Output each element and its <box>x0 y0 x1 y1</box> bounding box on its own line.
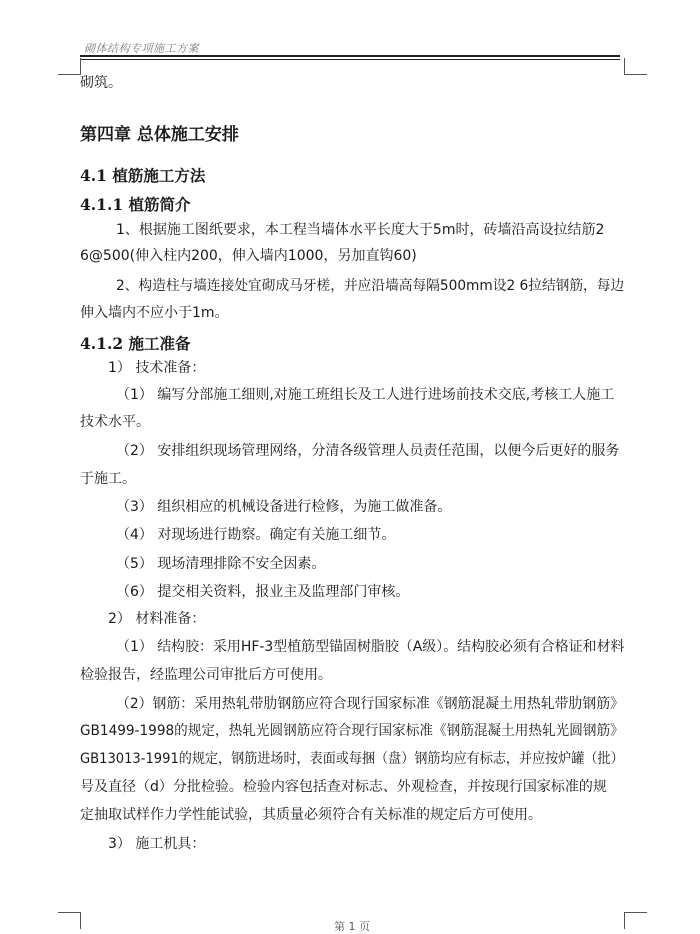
crop-mark-top-right <box>624 58 647 75</box>
technical-item-2-line-2: 于施工。 <box>80 471 136 487</box>
section-heading-4-1: 4.1 植筋施工方法 <box>80 166 206 185</box>
crop-mark-bottom-right <box>624 912 647 929</box>
technical-item-3: （3） 组织相应的机械设备进行检修，为施工做准备。 <box>116 499 452 515</box>
intro-item-2-line-2: 伸入墙内不应小于1m。 <box>80 305 229 321</box>
intro-item-1-line-2: 6@500(伸入柱内200，伸入墙内1000，另加直钩60) <box>80 248 417 264</box>
section-heading-4-1-1: 4.1.1 植筋简介 <box>80 195 191 214</box>
technical-item-1-line-1: （1） 编写分部施工细则,对施工班组长及工人进行进场前技术交底,考核工人施工 <box>116 387 615 403</box>
page-number: 第 1 页 <box>334 920 370 933</box>
technical-item-4: （4） 对现场进行勘察。确定有关施工细节。 <box>116 527 396 543</box>
intro-item-2-line-1: 2、构造柱与墙连接处宜砌成马牙槎，并应沿墙高每隔500mm设2 6拉结钢筋，每边 <box>116 278 625 294</box>
technical-item-5: （5） 现场清理排除不安全因素。 <box>116 556 326 572</box>
material-item-2-line-5: 定抽取试样作力学性能试验，其质量必须符合有关标准的规定后方可使用。 <box>80 807 542 823</box>
material-item-1-line-1: （1） 结构胶：采用HF-3型植筋型锚固树脂胶（A级）。结构胶必须有合格证和材料 <box>116 639 625 655</box>
technical-item-1-line-2: 技术水平。 <box>80 414 150 430</box>
technical-item-6: （6） 提交相关资料，报业主及监理部门审核。 <box>116 584 410 600</box>
crop-mark-top-left <box>58 58 81 75</box>
running-header-title: 砌体结构专项施工方案 <box>84 42 199 55</box>
intro-item-1-line-1: 1、根据施工图纸要求，本工程当墙体水平长度大于5m时，砖墙沿高设拉结筋2 <box>116 222 605 238</box>
material-item-2-line-4: 号及直径（d）分批检验。检验内容包括查对标志、外观检查，并按现行国家标准的规 <box>80 779 607 795</box>
material-item-1-line-2: 检验报告，经监理公司审批后方可使用。 <box>80 667 332 683</box>
header-rule-thin <box>80 59 620 60</box>
crop-mark-bottom-left <box>58 912 81 929</box>
technical-prep-heading: 1） 技术准备： <box>108 360 206 376</box>
material-item-2-line-3: GB13013-1991的规定，钢筋进场时，表面或每捆（盘）钢筋均应有标志，并应按炉罐（批） <box>80 751 624 767</box>
chapter-heading: 第四章 总体施工安排 <box>80 125 239 145</box>
material-prep-heading: 2） 材料准备： <box>108 611 206 627</box>
technical-item-2-line-1: （2） 安排组织现场管理网络，分清各级管理人员责任范围，以便今后更好的服务 <box>116 443 620 459</box>
paragraph-continuation: 砌筑。 <box>80 75 122 91</box>
machinery-prep-heading: 3） 施工机具： <box>108 836 206 852</box>
section-heading-4-1-2: 4.1.2 施工准备 <box>80 334 191 353</box>
material-item-2-line-1: （2）钢筋：采用热轧带肋钢筋应符合现行国家标准《钢筋混凝土用热轧带肋钢筋》 <box>116 696 624 712</box>
material-item-2-line-2: GB1499-1998的规定，热轧光圆钢筋应符合现行国家标准《钢筋混凝土用热轧光圆钢筋》 <box>80 723 624 739</box>
header-rule-thick <box>80 55 620 57</box>
